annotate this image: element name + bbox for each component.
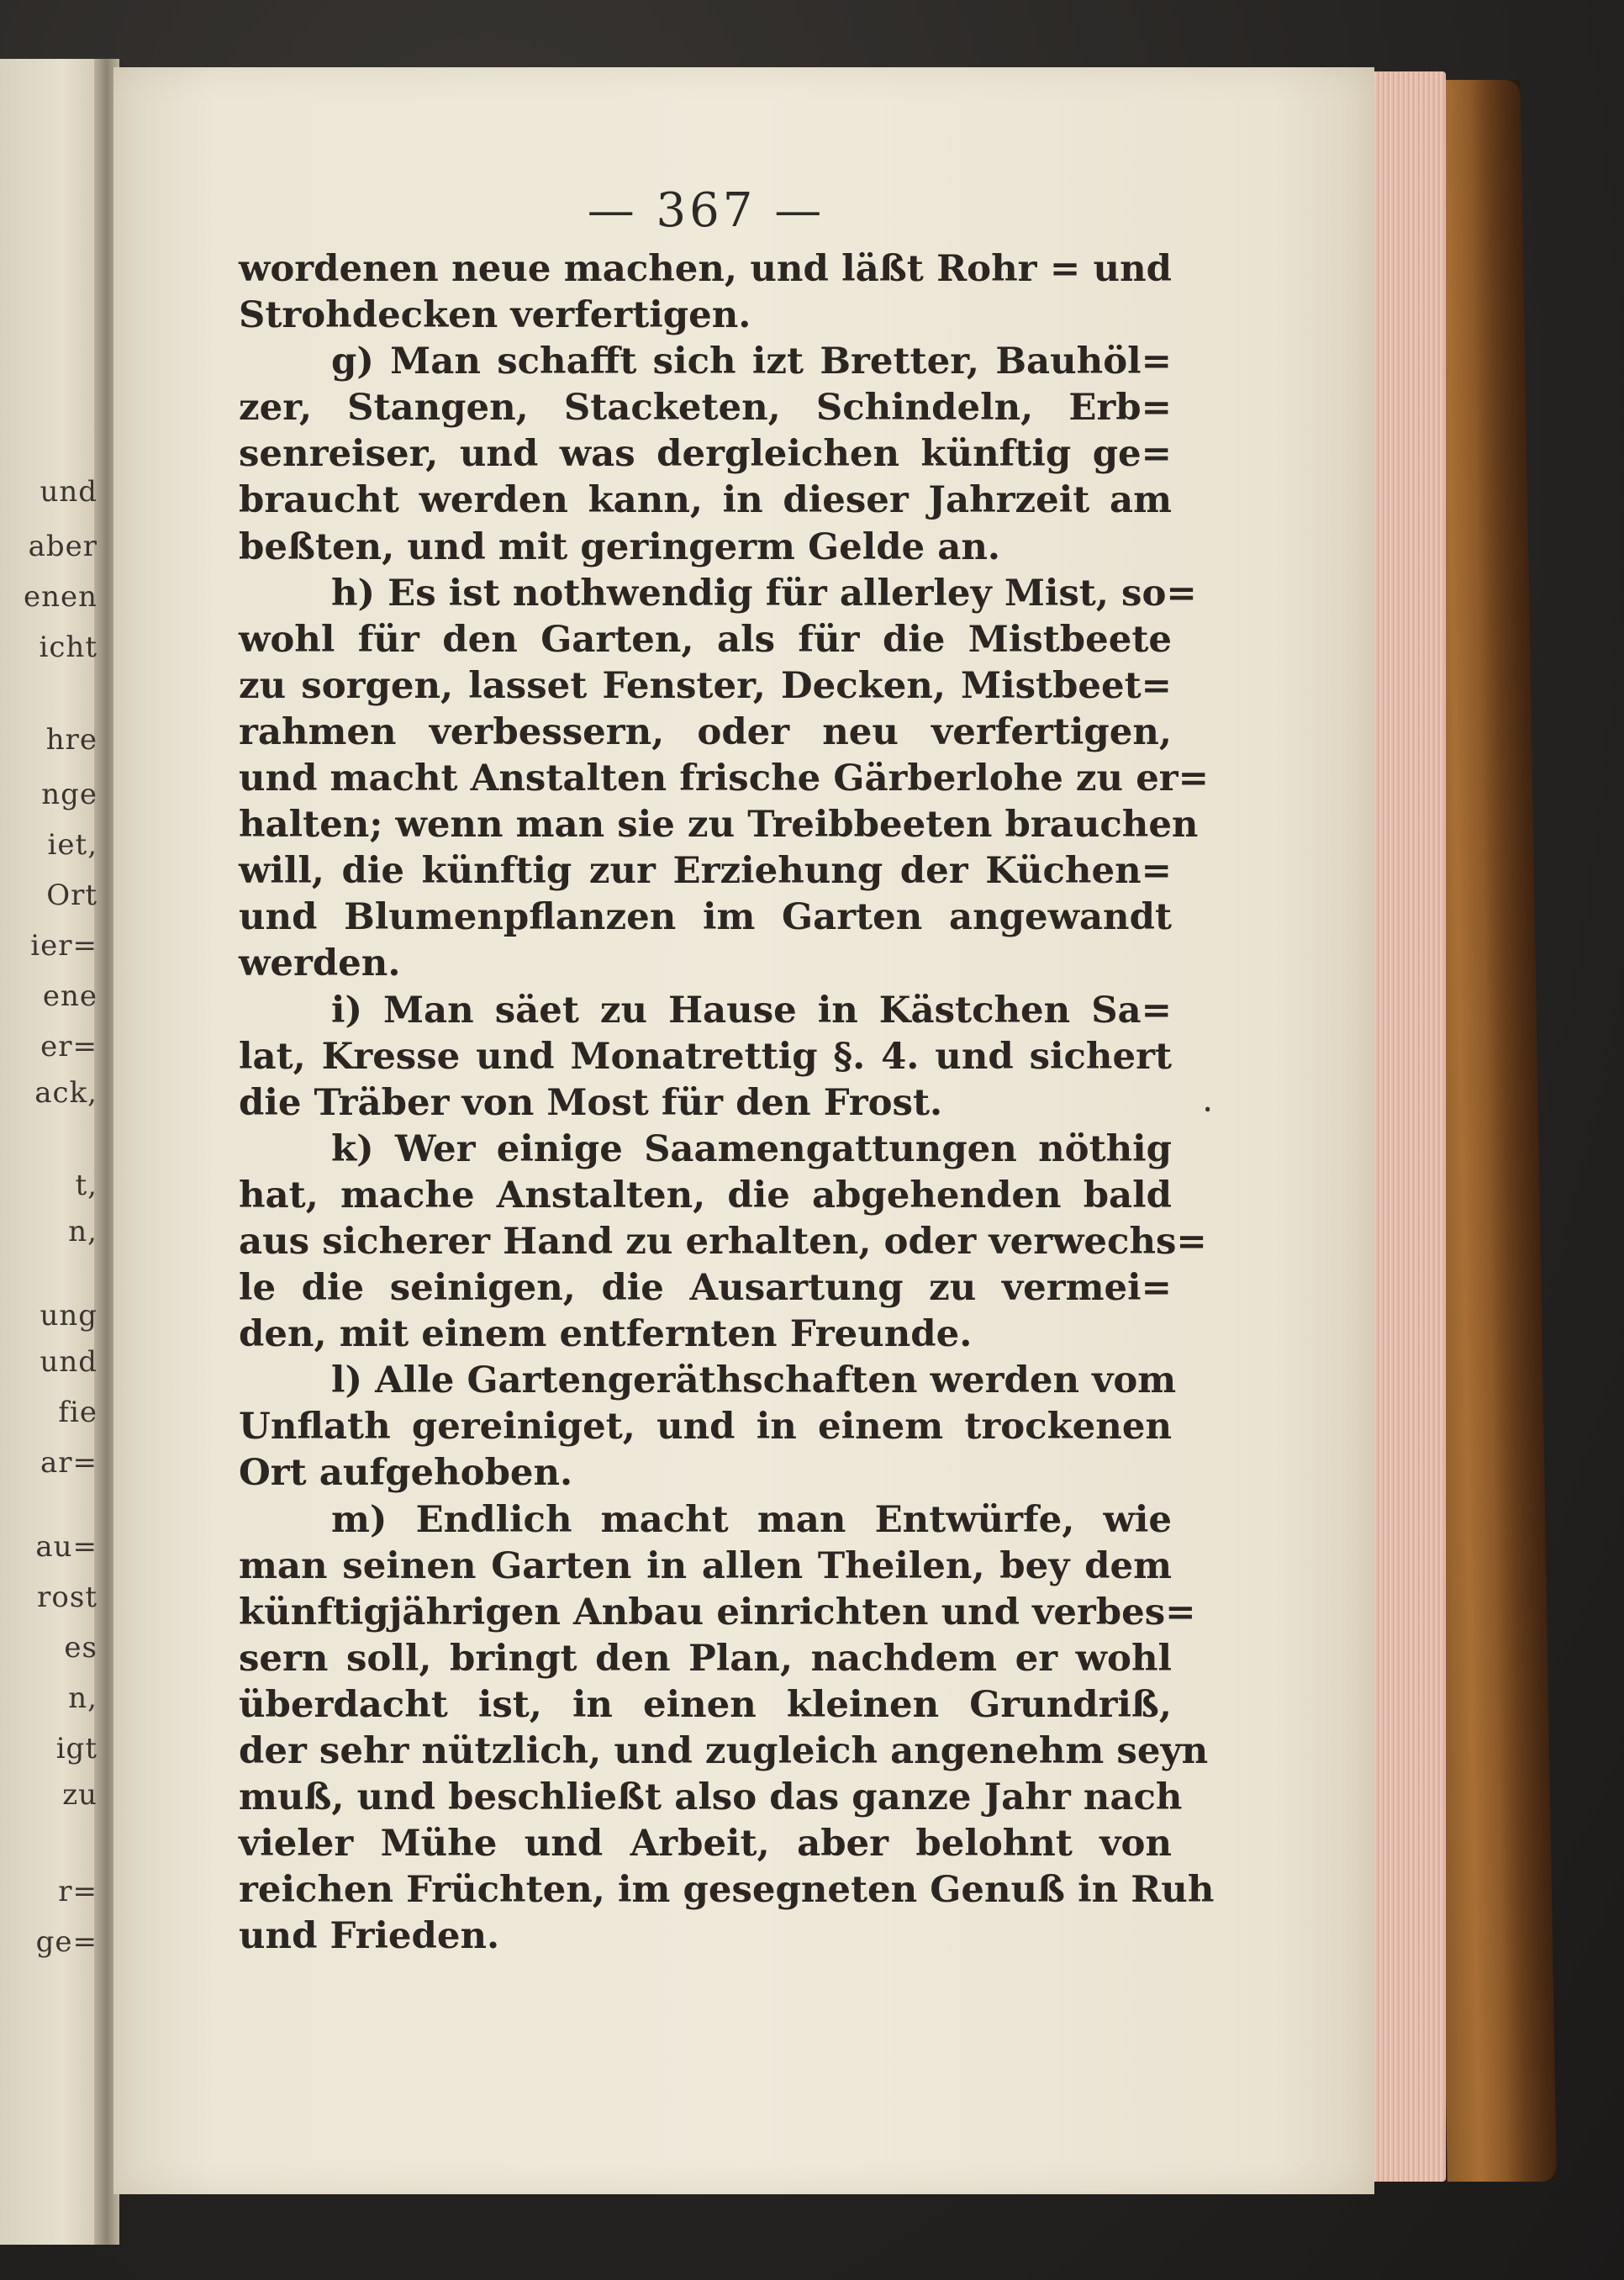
text-line: überdacht ist, in einen kleinen Grundriß,: [239, 1682, 1172, 1726]
left-page-fragment: n,: [68, 1681, 98, 1715]
text-line: rahmen verbessern, oder neu verfertigen,: [239, 710, 1172, 753]
left-page-fragment: ung: [40, 1299, 98, 1333]
text-line: senreiser, und was dergleichen künftig ge=: [239, 432, 1172, 476]
page-fore-edge: [1362, 71, 1446, 2182]
left-page-fragment: r=: [58, 1875, 98, 1908]
text-line: Strohdecken verfertigen.: [239, 293, 751, 337]
page-body-text: [239, 245, 1215, 1959]
text-line: und macht Anstalten frische Gärberlohe zu er=: [239, 757, 1210, 800]
text-line: hat, mache Anstalten, die abgehenden bald: [239, 1173, 1172, 1217]
margin-mark: ꞏ: [1204, 1095, 1212, 1125]
text-line: die Träber von Most für den Frost.: [239, 1080, 943, 1124]
text-line: m) Endlich macht man Entwürfe, wie: [331, 1497, 1172, 1541]
text-line: reichen Früchten, im gesegneten Genuß in Ruh: [239, 1868, 1215, 1912]
left-page: [0, 59, 105, 2245]
text-line: und Frieden.: [239, 1914, 500, 1958]
text-line: aus sicherer Hand zu erhalten, oder verwechs=: [239, 1219, 1207, 1263]
left-page-fragment: au=: [35, 1530, 98, 1564]
text-line: i) Man säet zu Hause in Kästchen Sa=: [331, 988, 1172, 1032]
left-page-fragment: icht: [39, 631, 98, 664]
text-line: g) Man schafft sich izt Bretter, Bauhöl=: [331, 340, 1172, 383]
left-page-fragment: nge: [41, 778, 98, 811]
left-page-fragment: zu: [62, 1778, 98, 1812]
text-line: braucht werden kann, in dieser Jahrzeit am: [239, 478, 1172, 522]
left-page-fragment: und: [40, 1345, 98, 1379]
left-page-fragment: ene: [42, 979, 98, 1013]
text-line: zer, Stangen, Stacketen, Schindeln, Erb=: [239, 386, 1172, 430]
left-page-fragment: fie: [58, 1396, 98, 1429]
left-page-fragment: und: [40, 475, 98, 509]
text-line: den, mit einem entfernten Freunde.: [239, 1312, 973, 1356]
text-line: wohl für den Garten, als für die Mistbeete: [239, 617, 1172, 661]
page-number: — 367 —: [587, 183, 825, 238]
text-line: will, die künftig zur Erziehung der Küchen=: [239, 849, 1172, 893]
left-page-fragment: ack,: [34, 1076, 98, 1110]
text-line: sern soll, bringt den Plan, nachdem er wohl: [239, 1636, 1172, 1680]
text-line: h) Es ist nothwendig für allerley Mist, so=: [331, 571, 1197, 615]
left-page-fragment: iet,: [47, 828, 98, 862]
left-page-fragment: enen: [23, 580, 98, 614]
text-line: l) Alle Gartengeräthschaften werden vom: [331, 1359, 1177, 1402]
text-line: halten; wenn man sie zu Treibbeeten brauchen: [239, 803, 1199, 847]
text-line: k) Wer einige Saamengattungen nöthig: [331, 1127, 1172, 1170]
text-line: man seinen Garten in allen Theilen, bey dem: [239, 1544, 1172, 1587]
left-page-fragment: er=: [40, 1030, 98, 1063]
text-line: zu sorgen, lasset Fenster, Decken, Mistbeet=: [239, 663, 1172, 707]
text-line: beßten, und mit geringerm Gelde an.: [239, 525, 1001, 568]
text-line: muß, und beschließt also das ganze Jahr nach: [239, 1776, 1183, 1819]
left-page-fragment: ge=: [35, 1925, 98, 1959]
left-page-fragment: n,: [68, 1215, 98, 1248]
left-page-fragment: es: [64, 1631, 98, 1665]
left-page-fragment: Ort: [46, 879, 98, 912]
text-line: werden.: [239, 942, 401, 985]
text-line: Unflath gereiniget, und in einem trockenen: [239, 1405, 1172, 1449]
left-page-fragment: ar=: [40, 1446, 98, 1480]
text-line: vieler Mühe und Arbeit, aber belohnt von: [239, 1822, 1172, 1866]
left-page-fragment: hre: [45, 723, 98, 757]
left-page-fragment: ier=: [30, 929, 98, 963]
text-line: Ort aufgehoben.: [239, 1451, 573, 1495]
left-page-fragment: aber: [28, 530, 98, 563]
left-page-fragment: igt: [55, 1732, 98, 1765]
text-line: wordenen neue machen, und läßt Rohr = und: [239, 247, 1172, 290]
text-line: der sehr nützlich, und zugleich angenehm seyn: [239, 1729, 1209, 1772]
left-page-fragment: rost: [37, 1581, 98, 1614]
text-line: künftigjährigen Anbau einrichten und verbes=: [239, 1590, 1196, 1633]
text-line: le die seinigen, die Ausartung zu vermei=: [239, 1266, 1172, 1310]
left-page-fragment: t,: [75, 1169, 98, 1202]
text-line: und Blumenpflanzen im Garten angewandt: [239, 895, 1172, 939]
text-line: lat, Kresse und Monatrettig §. 4. und sichert: [239, 1034, 1172, 1078]
